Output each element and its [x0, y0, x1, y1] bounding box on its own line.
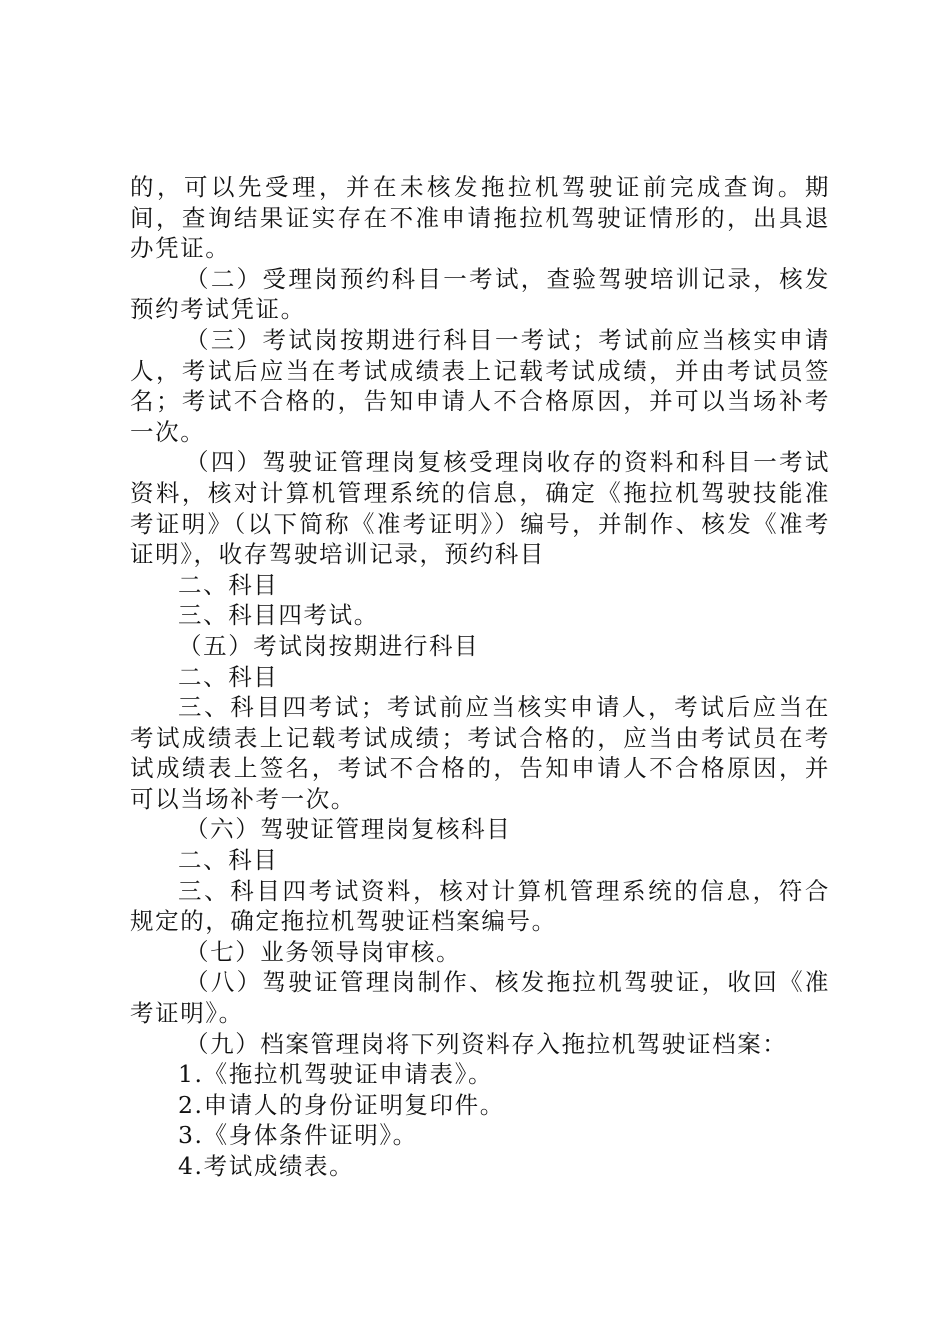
list-item-1: 1.《拖拉机驾驶证申请表》。 [178, 1060, 494, 1089]
list-item-4: 4.考试成绩表。 [178, 1152, 355, 1180]
paragraph-subject-2-c: 二、科目 [178, 846, 279, 875]
paragraph-step-4: （四）驾驶证管理岗复核受理岗收存的资料和科目一考试资料，核对计算机管理系统的信息，确定《拖拉机驾驶技能准考证明》（以下简称《准考证明》）编号，并制作、核发《准考证明》，收存驾驶培训记录，预约科目 [130, 448, 830, 569]
list-item-2: 2.申请人的身份证明复印件。 [178, 1090, 505, 1119]
paragraph-step-3: （三）考试岗按期进行科目一考试；考试前应当核实申请人，考试后应当在考试成绩表上记载考试成绩，并由考试员签名；考试不合格的，告知申请人不合格原因，并可以当场补考一次。 [130, 325, 830, 446]
paragraph-subject-3-4-a: 三、科目四考试。 [178, 601, 379, 630]
paragraph-step-9: （九）档案管理岗将下列资料存入拖拉机驾驶证档案： [185, 1029, 788, 1058]
paragraph-step-8: （八）驾驶证管理岗制作、核发拖拉机驾驶证，收回《准考证明》。 [130, 968, 830, 1028]
paragraph-step-6: （六）驾驶证管理岗复核科目 [185, 815, 512, 844]
paragraph-step-7: （七）业务领导岗审核。 [185, 937, 462, 966]
list-item-3: 3.《身体条件证明》。 [178, 1121, 418, 1150]
document-body [130, 172, 830, 1182]
paragraph-subject-3-4-b: 三、科目四考试；考试前应当核实申请人，考试后应当在考试成绩表上记载考试成绩；考试合格的，应当由考试员在考试成绩表上签名，考试不合格的，告知申请人不合格原因，并可以当场补考一次。 [130, 693, 830, 813]
paragraph-subject-2-a: 二、科目 [178, 570, 279, 599]
paragraph-step-2: （二）受理岗预约科目一考试，查验驾驶培训记录，核发预约考试凭证。 [130, 264, 830, 324]
paragraph-step-5: （五）考试岗按期进行科目 [178, 631, 480, 660]
paragraph-subject-3-4-c: 三、科目四考试资料，核对计算机管理系统的信息，符合规定的，确定拖拉机驾驶证档案编号。 [130, 876, 830, 936]
paragraph-subject-2-b: 二、科目 [178, 662, 279, 691]
paragraph-continuation: 的，可以先受理，并在未核发拖拉机驾驶证前完成查询。期间，查询结果证实存在不准申请拖拉机驾驶证情形的，出具退办凭证。 [130, 173, 830, 263]
